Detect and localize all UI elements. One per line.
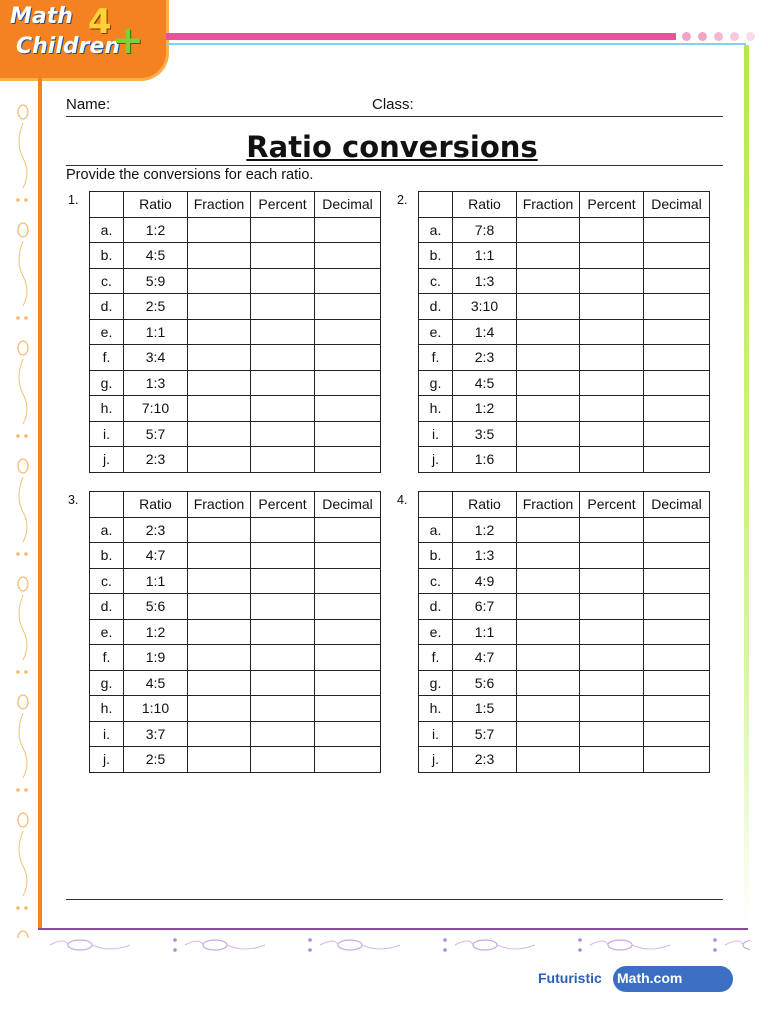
top-border-cyan xyxy=(166,43,746,45)
decimal-answer-cell[interactable] xyxy=(644,294,710,320)
table-row xyxy=(419,517,710,543)
fraction-answer-cell[interactable] xyxy=(517,568,580,594)
table-row xyxy=(419,396,710,422)
row-ratio: 4:7 xyxy=(453,645,517,671)
row-letter: h. xyxy=(419,396,453,422)
decimal-answer-cell[interactable] xyxy=(315,217,381,243)
decimal-answer-cell[interactable] xyxy=(644,370,710,396)
fraction-answer-cell[interactable] xyxy=(517,517,580,543)
left-border-orange xyxy=(38,78,42,930)
table-row xyxy=(419,670,710,696)
top-dot-decoration xyxy=(714,32,723,41)
header-cell-fraction: Fraction xyxy=(188,192,251,218)
decimal-answer-cell[interactable] xyxy=(315,319,381,345)
table-row xyxy=(419,645,710,671)
decimal-answer-cell[interactable] xyxy=(315,670,381,696)
decimal-answer-cell[interactable] xyxy=(315,594,381,620)
decimal-answer-cell[interactable] xyxy=(644,217,710,243)
problem-number: 3. xyxy=(68,493,79,507)
row-letter: d. xyxy=(419,294,453,320)
percent-answer-cell[interactable] xyxy=(580,594,644,620)
row-letter: b. xyxy=(419,243,453,269)
fraction-answer-cell[interactable] xyxy=(188,294,251,320)
header-cell-blank xyxy=(90,192,124,218)
fraction-answer-cell[interactable] xyxy=(517,447,580,473)
fraction-answer-cell[interactable] xyxy=(188,421,251,447)
decimal-answer-cell[interactable] xyxy=(644,517,710,543)
percent-answer-cell[interactable] xyxy=(251,721,315,747)
decimal-answer-cell[interactable] xyxy=(644,243,710,269)
row-ratio: 6:7 xyxy=(453,594,517,620)
table-row xyxy=(90,721,381,747)
table-row xyxy=(90,747,381,773)
table-row xyxy=(90,294,381,320)
fraction-answer-cell[interactable] xyxy=(517,217,580,243)
row-letter: a. xyxy=(90,217,124,243)
row-ratio: 1:5 xyxy=(453,696,517,722)
row-ratio: 3:4 xyxy=(124,345,188,371)
row-letter: g. xyxy=(90,670,124,696)
row-ratio: 1:10 xyxy=(124,696,188,722)
fraction-answer-cell[interactable] xyxy=(188,696,251,722)
decimal-answer-cell[interactable] xyxy=(644,396,710,422)
percent-answer-cell[interactable] xyxy=(580,721,644,747)
row-ratio: 1:1 xyxy=(453,619,517,645)
percent-answer-cell[interactable] xyxy=(251,217,315,243)
row-ratio: 1:1 xyxy=(124,319,188,345)
row-letter: j. xyxy=(419,747,453,773)
row-ratio: 1:4 xyxy=(453,319,517,345)
table-row xyxy=(90,370,381,396)
row-ratio: 1:2 xyxy=(453,517,517,543)
percent-answer-cell[interactable] xyxy=(580,396,644,422)
fraction-answer-cell[interactable] xyxy=(188,370,251,396)
fraction-answer-cell[interactable] xyxy=(188,670,251,696)
fraction-answer-cell[interactable] xyxy=(517,645,580,671)
header-cell-fraction: Fraction xyxy=(188,492,251,518)
fraction-answer-cell[interactable] xyxy=(517,294,580,320)
class-label: Class: xyxy=(372,96,414,113)
row-ratio: 3:10 xyxy=(453,294,517,320)
decimal-answer-cell[interactable] xyxy=(315,645,381,671)
row-letter: g. xyxy=(419,670,453,696)
row-letter: c. xyxy=(90,568,124,594)
percent-answer-cell[interactable] xyxy=(580,319,644,345)
percent-answer-cell[interactable] xyxy=(251,568,315,594)
header-cell-decimal: Decimal xyxy=(315,492,381,518)
decimal-answer-cell[interactable] xyxy=(644,619,710,645)
table-row xyxy=(419,319,710,345)
table-row xyxy=(419,594,710,620)
percent-answer-cell[interactable] xyxy=(251,645,315,671)
fraction-answer-cell[interactable] xyxy=(517,619,580,645)
row-letter: b. xyxy=(419,543,453,569)
top-dot-decoration xyxy=(730,32,739,41)
row-ratio: 1:2 xyxy=(453,396,517,422)
row-letter: f. xyxy=(419,345,453,371)
top-border-pink xyxy=(166,33,676,40)
decimal-answer-cell[interactable] xyxy=(315,268,381,294)
row-letter: a. xyxy=(419,217,453,243)
row-letter: h. xyxy=(90,396,124,422)
row-ratio: 1:9 xyxy=(124,645,188,671)
decimal-answer-cell[interactable] xyxy=(315,345,381,371)
logo-text-math: Math xyxy=(10,4,73,29)
row-letter: h. xyxy=(419,696,453,722)
percent-answer-cell[interactable] xyxy=(580,294,644,320)
fraction-answer-cell[interactable] xyxy=(517,421,580,447)
header-cell-fraction: Fraction xyxy=(517,192,580,218)
table-header-row xyxy=(419,492,710,518)
percent-answer-cell[interactable] xyxy=(251,594,315,620)
percent-answer-cell[interactable] xyxy=(580,543,644,569)
decimal-answer-cell[interactable] xyxy=(315,568,381,594)
bottom-ornament-decoration xyxy=(40,934,750,956)
fraction-answer-cell[interactable] xyxy=(188,594,251,620)
row-letter: f. xyxy=(419,645,453,671)
percent-answer-cell[interactable] xyxy=(580,447,644,473)
decimal-answer-cell[interactable] xyxy=(644,421,710,447)
percent-answer-cell[interactable] xyxy=(251,345,315,371)
table-row xyxy=(419,370,710,396)
row-ratio: 2:3 xyxy=(124,517,188,543)
percent-answer-cell[interactable] xyxy=(251,670,315,696)
decimal-answer-cell[interactable] xyxy=(315,696,381,722)
row-ratio: 1:3 xyxy=(453,268,517,294)
fraction-answer-cell[interactable] xyxy=(517,319,580,345)
percent-answer-cell[interactable] xyxy=(251,421,315,447)
table-row xyxy=(90,543,381,569)
row-letter: j. xyxy=(90,447,124,473)
row-ratio: 2:5 xyxy=(124,294,188,320)
row-ratio: 2:3 xyxy=(453,345,517,371)
header-cell-percent: Percent xyxy=(580,192,644,218)
decimal-answer-cell[interactable] xyxy=(315,619,381,645)
row-ratio: 5:7 xyxy=(124,421,188,447)
decimal-answer-cell[interactable] xyxy=(644,670,710,696)
fraction-answer-cell[interactable] xyxy=(188,243,251,269)
row-ratio: 1:6 xyxy=(453,447,517,473)
row-letter: j. xyxy=(90,747,124,773)
title-divider xyxy=(66,165,723,166)
decimal-answer-cell[interactable] xyxy=(644,747,710,773)
row-letter: b. xyxy=(90,243,124,269)
row-letter: i. xyxy=(90,721,124,747)
fraction-answer-cell[interactable] xyxy=(188,721,251,747)
header-cell-ratio: Ratio xyxy=(124,492,188,518)
table-row xyxy=(90,345,381,371)
percent-answer-cell[interactable] xyxy=(251,619,315,645)
table-row xyxy=(90,421,381,447)
percent-answer-cell[interactable] xyxy=(580,670,644,696)
table-row xyxy=(90,670,381,696)
ratio-table-3 xyxy=(89,491,381,773)
row-letter: d. xyxy=(90,594,124,620)
percent-answer-cell[interactable] xyxy=(251,319,315,345)
decimal-answer-cell[interactable] xyxy=(315,747,381,773)
table-row xyxy=(419,543,710,569)
fraction-answer-cell[interactable] xyxy=(188,645,251,671)
header-cell-decimal: Decimal xyxy=(644,192,710,218)
header-cell-percent: Percent xyxy=(580,492,644,518)
row-ratio: 5:6 xyxy=(124,594,188,620)
table-row xyxy=(90,319,381,345)
fraction-answer-cell[interactable] xyxy=(188,543,251,569)
problem-number: 4. xyxy=(397,493,408,507)
percent-answer-cell[interactable] xyxy=(580,217,644,243)
decimal-answer-cell[interactable] xyxy=(644,568,710,594)
problem-number: 2. xyxy=(397,193,408,207)
decimal-answer-cell[interactable] xyxy=(644,645,710,671)
row-letter: a. xyxy=(419,517,453,543)
table-header-row xyxy=(90,492,381,518)
percent-answer-cell[interactable] xyxy=(251,268,315,294)
row-ratio: 2:3 xyxy=(124,447,188,473)
table-row xyxy=(90,568,381,594)
row-letter: g. xyxy=(419,370,453,396)
top-dot-decoration xyxy=(682,32,691,41)
ratio-table-1 xyxy=(89,191,381,473)
fraction-answer-cell[interactable] xyxy=(517,721,580,747)
name-class-line[interactable] xyxy=(66,116,723,117)
table-row xyxy=(419,421,710,447)
row-ratio: 2:5 xyxy=(124,747,188,773)
row-ratio: 5:7 xyxy=(453,721,517,747)
fraction-answer-cell[interactable] xyxy=(188,747,251,773)
header-cell-blank xyxy=(90,492,124,518)
brand-text-prefix: Futuristic xyxy=(538,970,602,986)
row-ratio: 4:9 xyxy=(453,568,517,594)
header-cell-fraction: Fraction xyxy=(517,492,580,518)
table-row xyxy=(419,243,710,269)
fraction-answer-cell[interactable] xyxy=(517,396,580,422)
percent-answer-cell[interactable] xyxy=(580,421,644,447)
table-row xyxy=(90,243,381,269)
fraction-answer-cell[interactable] xyxy=(188,217,251,243)
table-row xyxy=(90,268,381,294)
decimal-answer-cell[interactable] xyxy=(315,396,381,422)
brand-footer xyxy=(535,966,735,992)
row-ratio: 4:5 xyxy=(124,670,188,696)
table-header-row xyxy=(419,192,710,218)
row-ratio: 3:7 xyxy=(124,721,188,747)
fraction-answer-cell[interactable] xyxy=(517,268,580,294)
row-letter: c. xyxy=(419,568,453,594)
decimal-answer-cell[interactable] xyxy=(644,447,710,473)
fraction-answer-cell[interactable] xyxy=(517,243,580,269)
row-letter: f. xyxy=(90,345,124,371)
row-ratio: 2:3 xyxy=(453,747,517,773)
row-letter: e. xyxy=(90,319,124,345)
left-ornament-decoration xyxy=(12,88,34,938)
percent-answer-cell[interactable] xyxy=(251,294,315,320)
fraction-answer-cell[interactable] xyxy=(188,447,251,473)
table-row xyxy=(419,217,710,243)
table-row xyxy=(90,645,381,671)
decimal-answer-cell[interactable] xyxy=(644,319,710,345)
fraction-answer-cell[interactable] xyxy=(188,568,251,594)
table-row xyxy=(90,396,381,422)
header-cell-ratio: Ratio xyxy=(124,192,188,218)
table-header-row xyxy=(90,192,381,218)
table-row xyxy=(419,294,710,320)
logo xyxy=(0,0,169,81)
table-row xyxy=(419,747,710,773)
right-border-green xyxy=(744,45,749,930)
percent-answer-cell[interactable] xyxy=(251,243,315,269)
table-row xyxy=(90,619,381,645)
table-row xyxy=(419,619,710,645)
row-letter: d. xyxy=(90,294,124,320)
row-letter: g. xyxy=(90,370,124,396)
logo-plus-icon: + xyxy=(112,18,144,62)
ratio-table-2 xyxy=(418,191,710,473)
ratio-table-4 xyxy=(418,491,710,773)
fraction-answer-cell[interactable] xyxy=(188,619,251,645)
page-title: Ratio conversions xyxy=(246,130,538,164)
header-cell-decimal: Decimal xyxy=(315,192,381,218)
decimal-answer-cell[interactable] xyxy=(644,594,710,620)
percent-answer-cell[interactable] xyxy=(251,396,315,422)
row-letter: e. xyxy=(419,319,453,345)
row-ratio: 5:9 xyxy=(124,268,188,294)
row-letter: i. xyxy=(419,421,453,447)
decimal-answer-cell[interactable] xyxy=(315,517,381,543)
top-dot-decoration xyxy=(698,32,707,41)
decimal-answer-cell[interactable] xyxy=(315,243,381,269)
percent-answer-cell[interactable] xyxy=(251,370,315,396)
decimal-answer-cell[interactable] xyxy=(315,543,381,569)
decimal-answer-cell[interactable] xyxy=(315,447,381,473)
decimal-answer-cell[interactable] xyxy=(644,696,710,722)
percent-answer-cell[interactable] xyxy=(580,696,644,722)
fraction-answer-cell[interactable] xyxy=(517,747,580,773)
fraction-answer-cell[interactable] xyxy=(188,345,251,371)
row-letter: e. xyxy=(419,619,453,645)
instructions-text: Provide the conversions for each ratio. xyxy=(66,167,314,183)
brand-text-suffix: Math.com xyxy=(617,970,683,986)
percent-answer-cell[interactable] xyxy=(251,517,315,543)
row-letter: i. xyxy=(419,721,453,747)
percent-answer-cell[interactable] xyxy=(580,370,644,396)
decimal-answer-cell[interactable] xyxy=(315,721,381,747)
row-ratio: 1:1 xyxy=(124,568,188,594)
bottom-border-purple xyxy=(38,928,748,930)
percent-answer-cell[interactable] xyxy=(580,243,644,269)
percent-answer-cell[interactable] xyxy=(251,543,315,569)
row-letter: c. xyxy=(419,268,453,294)
header-cell-percent: Percent xyxy=(251,492,315,518)
header-cell-decimal: Decimal xyxy=(644,492,710,518)
fraction-answer-cell[interactable] xyxy=(517,543,580,569)
decimal-answer-cell[interactable] xyxy=(644,268,710,294)
percent-answer-cell[interactable] xyxy=(251,447,315,473)
row-ratio: 1:1 xyxy=(453,243,517,269)
table-row xyxy=(419,447,710,473)
row-ratio: 3:5 xyxy=(453,421,517,447)
percent-answer-cell[interactable] xyxy=(251,696,315,722)
table-row xyxy=(90,447,381,473)
table-row xyxy=(419,345,710,371)
row-letter: h. xyxy=(90,696,124,722)
header-cell-ratio: Ratio xyxy=(453,492,517,518)
fraction-answer-cell[interactable] xyxy=(517,345,580,371)
fraction-answer-cell[interactable] xyxy=(517,594,580,620)
fraction-answer-cell[interactable] xyxy=(188,396,251,422)
decimal-answer-cell[interactable] xyxy=(644,345,710,371)
row-letter: i. xyxy=(90,421,124,447)
row-letter: d. xyxy=(419,594,453,620)
row-ratio: 1:3 xyxy=(124,370,188,396)
fraction-answer-cell[interactable] xyxy=(188,517,251,543)
percent-answer-cell[interactable] xyxy=(580,747,644,773)
fraction-answer-cell[interactable] xyxy=(517,370,580,396)
header-cell-blank xyxy=(419,192,453,218)
percent-answer-cell[interactable] xyxy=(580,345,644,371)
row-ratio: 4:7 xyxy=(124,543,188,569)
row-ratio: 4:5 xyxy=(124,243,188,269)
row-ratio: 7:8 xyxy=(453,217,517,243)
logo-text-children: Children xyxy=(16,34,121,59)
percent-answer-cell[interactable] xyxy=(251,747,315,773)
table-row xyxy=(90,594,381,620)
table-row xyxy=(419,268,710,294)
decimal-answer-cell[interactable] xyxy=(644,543,710,569)
percent-answer-cell[interactable] xyxy=(580,619,644,645)
decimal-answer-cell[interactable] xyxy=(315,294,381,320)
name-label: Name: xyxy=(66,96,111,113)
row-letter: a. xyxy=(90,517,124,543)
top-dot-decoration xyxy=(746,32,755,41)
percent-answer-cell[interactable] xyxy=(580,645,644,671)
percent-answer-cell[interactable] xyxy=(580,568,644,594)
row-ratio: 1:2 xyxy=(124,619,188,645)
row-letter: b. xyxy=(90,543,124,569)
fraction-answer-cell[interactable] xyxy=(188,268,251,294)
decimal-answer-cell[interactable] xyxy=(315,421,381,447)
row-ratio: 1:3 xyxy=(453,543,517,569)
row-letter: j. xyxy=(419,447,453,473)
header-cell-ratio: Ratio xyxy=(453,192,517,218)
table-row xyxy=(419,721,710,747)
footer-divider xyxy=(66,899,723,900)
row-letter: c. xyxy=(90,268,124,294)
table-row xyxy=(90,696,381,722)
percent-answer-cell[interactable] xyxy=(580,268,644,294)
fraction-answer-cell[interactable] xyxy=(517,696,580,722)
row-ratio: 4:5 xyxy=(453,370,517,396)
percent-answer-cell[interactable] xyxy=(580,517,644,543)
problem-number: 1. xyxy=(68,193,79,207)
fraction-answer-cell[interactable] xyxy=(188,319,251,345)
table-row xyxy=(419,696,710,722)
fraction-answer-cell[interactable] xyxy=(517,670,580,696)
logo-text-four: 4 xyxy=(88,2,112,42)
header-cell-percent: Percent xyxy=(251,192,315,218)
header-cell-blank xyxy=(419,492,453,518)
row-letter: f. xyxy=(90,645,124,671)
table-row xyxy=(90,217,381,243)
table-row xyxy=(90,517,381,543)
decimal-answer-cell[interactable] xyxy=(644,721,710,747)
row-letter: e. xyxy=(90,619,124,645)
row-ratio: 1:2 xyxy=(124,217,188,243)
table-row xyxy=(419,568,710,594)
decimal-answer-cell[interactable] xyxy=(315,370,381,396)
row-ratio: 7:10 xyxy=(124,396,188,422)
row-ratio: 5:6 xyxy=(453,670,517,696)
